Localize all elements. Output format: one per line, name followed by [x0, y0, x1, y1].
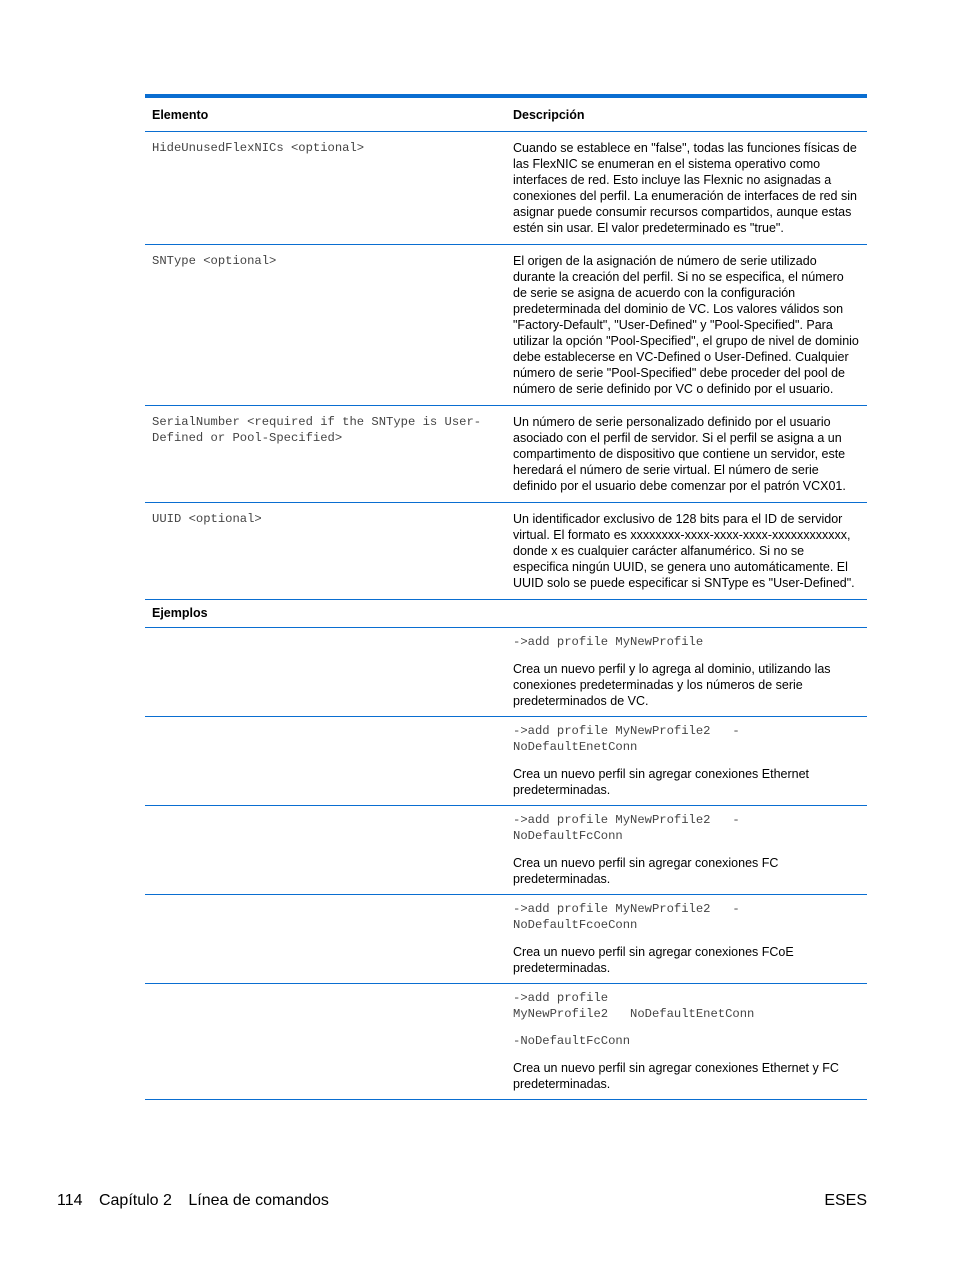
- examples-section-row: [145, 600, 867, 628]
- table-row: [145, 503, 867, 600]
- table-header-row: [145, 98, 867, 132]
- example-description: Crea un nuevo perfil sin agregar conexiones Ethernet y FC predeterminadas.: [513, 1061, 839, 1091]
- header-description: Descripción: [513, 108, 585, 122]
- table-row: [145, 132, 867, 245]
- locale-code: ESES: [824, 1192, 867, 1209]
- table-row: [145, 245, 867, 406]
- example-command-continuation: -NoDefaultFcConn: [513, 1034, 631, 1048]
- chapter-label: Capítulo 2: [98, 1192, 172, 1209]
- parameter-name: SNType <optional>: [152, 254, 277, 268]
- example-command: ->add profile MyNewProfile2 - NoDefaultFcConn: [513, 813, 740, 843]
- example-description: Crea un nuevo perfil y lo agrega al dominio, utilizando las conexiones predeterminadas y los números de serie predeterminados de VC.: [513, 662, 831, 708]
- parameter-description: Un número de serie personalizado definido por el usuario asociado con el perfil de servidor. Si el perfil se asigna a un compartimento de dispositivo que contiene un servidor, este heredará el número de serie virtual. El número de serie definido por el usuario debe comenzar por el patrón VCX01.: [513, 415, 846, 493]
- parameter-name: SerialNumber <required if the SNType is User-Defined or Pool-Specified>: [152, 415, 482, 445]
- table-row: [145, 406, 867, 503]
- page-number: 114: [57, 1192, 83, 1209]
- parameter-description: Cuando se establece en "false", todas las funciones físicas de las FlexNIC se enumeran en el sistema operativo como interfaces de red. Esto incluye las Flexnic no asignadas a conexiones del perfil. La enumeración de interfaces de red sin asignar puede consumir recursos compartidos, aunque estas estén sin usar. El valor predeterminado es "true".: [513, 141, 857, 235]
- parameter-name: UUID <optional>: [152, 512, 262, 526]
- example-description: Crea un nuevo perfil sin agregar conexiones FCoE predeterminadas.: [513, 945, 794, 975]
- examples-label: Ejemplos: [152, 606, 208, 620]
- page-footer-left: [57, 1191, 341, 1211]
- example-description: Crea un nuevo perfil sin agregar conexiones FC predeterminadas.: [513, 856, 779, 886]
- example-command: ->add profile MyNewProfile2 - NoDefaultFcoeConn: [513, 902, 740, 932]
- example-row: [145, 984, 867, 1100]
- example-description: Crea un nuevo perfil sin agregar conexiones Ethernet predeterminadas.: [513, 767, 810, 797]
- example-command: ->add profile MyNewProfile2 NoDefaultEnetConn: [513, 991, 755, 1021]
- example-command: ->add profile MyNewProfile2 - NoDefaultEnetConn: [513, 724, 740, 754]
- parameters-table: [145, 94, 867, 1100]
- example-command: ->add profile MyNewProfile: [513, 635, 704, 649]
- parameter-name: HideUnusedFlexNICs <optional>: [152, 141, 365, 155]
- example-row: [145, 806, 867, 895]
- example-row: [145, 717, 867, 806]
- chapter-title: Línea de comandos: [188, 1192, 329, 1209]
- parameter-description: El origen de la asignación de número de serie utilizado durante la creación del perfil. Si no se especifica, el número de serie se asigna de acuerdo con la configuración predeterminada del dominio de VC. Los valores válidos son "Factory-Default", "User-Defined" y "Pool-Specified". Para utilizar la opción "Pool-Specified", el grupo de nivel de dominio debe establecerse en VC-Defined o User-Defined. Cualquier número de serie "Pool-Specified" debe proceder del pool de número de serie definido por VC o definido por el usuario.: [513, 254, 859, 396]
- parameter-description: Un identificador exclusivo de 128 bits para el ID de servidor virtual. El formato es xxxxxxxx-xxxx-xxxx-xxxx-xxxxxxxxxxxx, donde x es cualquier carácter alfanumérico. Si no se especifica ningún UUID, se genera uno automáticamente. El UUID solo se puede especificar si SNType es "User-Defined".: [513, 512, 855, 590]
- header-element: Elemento: [152, 108, 209, 122]
- example-row: [145, 895, 867, 984]
- example-row: [145, 628, 867, 717]
